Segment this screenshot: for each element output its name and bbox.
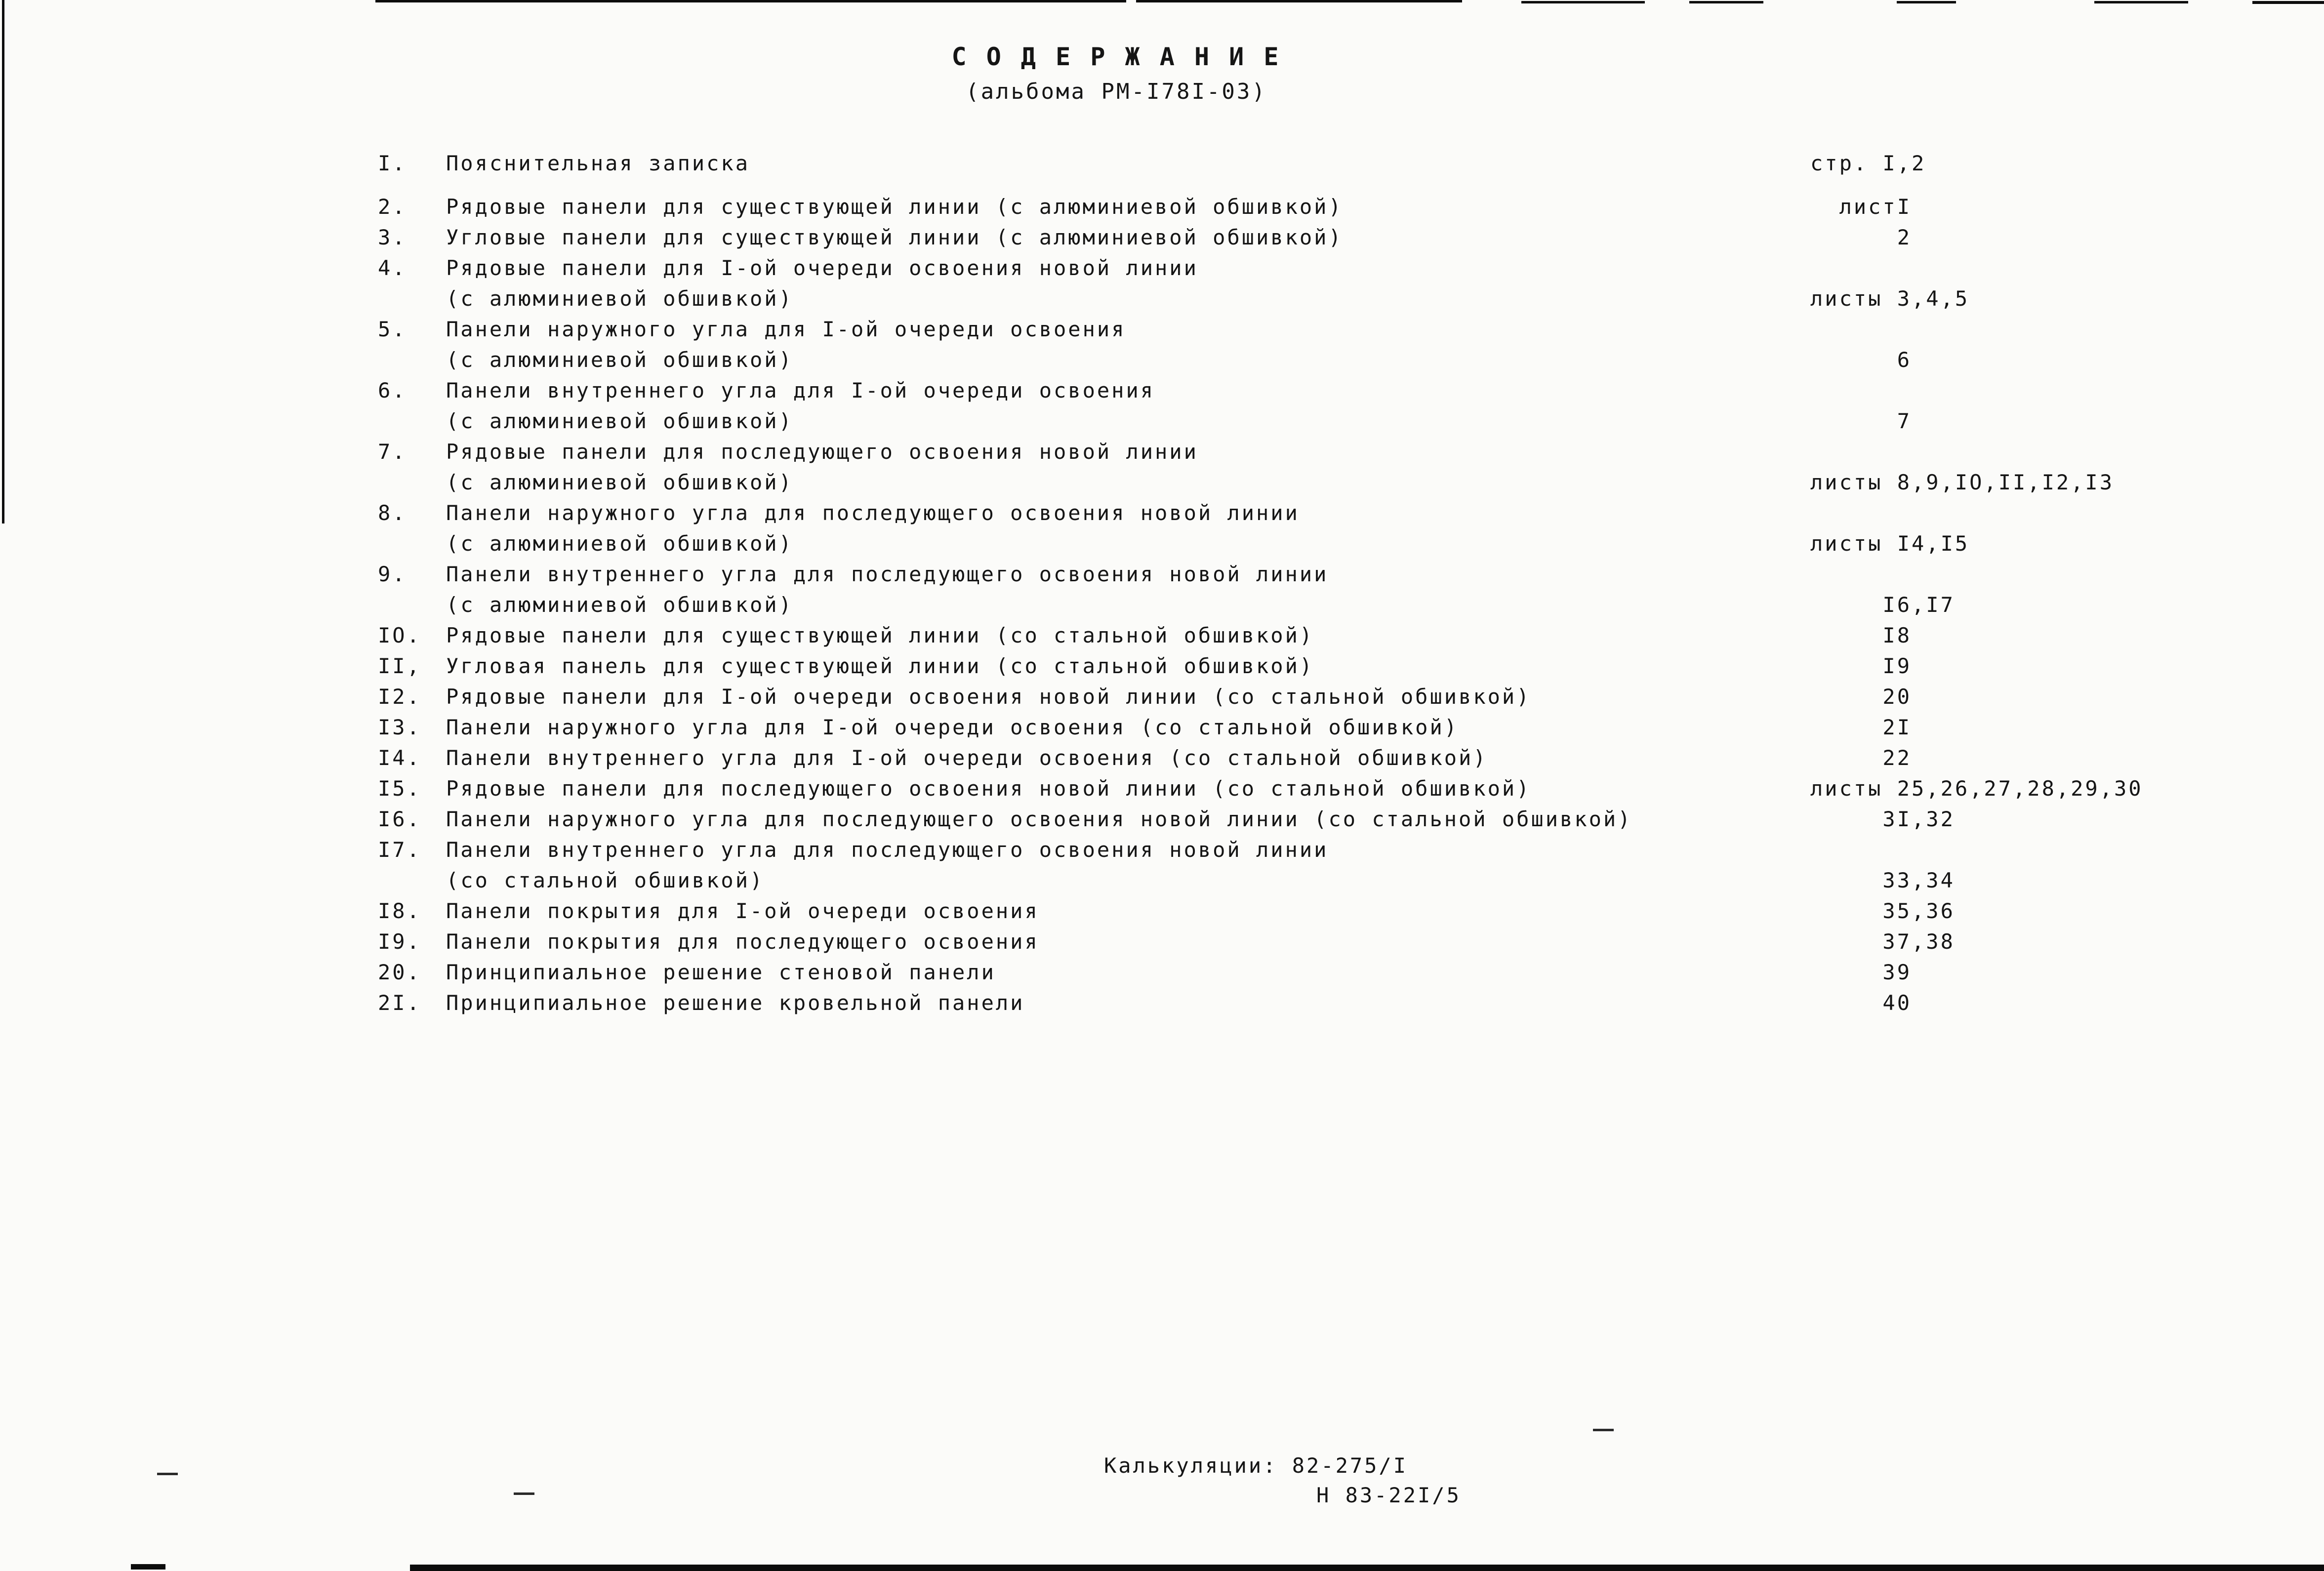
- item-lines: [446, 620, 1806, 651]
- item-lines: [446, 804, 1806, 835]
- item-number: 7.: [378, 440, 407, 464]
- item-line: (с алюминиевой обшивкой): [446, 531, 793, 556]
- item-number: I3.: [378, 715, 421, 739]
- item-pages: 40: [1810, 991, 1912, 1015]
- item-lines: [446, 498, 1806, 559]
- item-lines: [446, 559, 1806, 620]
- toc-item: [378, 314, 2186, 375]
- toc-item: [378, 437, 2186, 498]
- scan-artifact: [1136, 0, 1462, 2]
- item-line: Панели внутреннего угла для I-ой очереди освоения: [446, 378, 1155, 403]
- toc-item: [378, 743, 2186, 773]
- toc-item: [378, 896, 2186, 926]
- item-pages: листы 8,9,IO,II,I2,I3: [1810, 470, 2115, 494]
- toc-item: [378, 620, 2186, 651]
- item-number: I7.: [378, 838, 421, 862]
- toc-item: [378, 148, 2186, 179]
- item-number: I9.: [378, 929, 421, 954]
- item-line: Принципиальное решение кровельной панели: [446, 991, 1025, 1015]
- item-pages: 3I,32: [1810, 807, 1955, 831]
- scan-artifact: [157, 1473, 178, 1475]
- toc-item: [378, 712, 2186, 743]
- item-line: (с алюминиевой обшивкой): [446, 593, 793, 617]
- toc-item: [378, 926, 2186, 957]
- item-lines: [446, 192, 1806, 222]
- toc-item: [378, 773, 2186, 804]
- item-line: (с алюминиевой обшивкой): [446, 409, 793, 433]
- item-line: Рядовые панели для последующего освоения новой линии: [446, 440, 1198, 464]
- item-line: Рядовые панели для последующего освоения новой линии (со стальной обшивкой): [446, 776, 1531, 801]
- item-pages: листы I4,I5: [1810, 531, 1970, 556]
- item-lines: [446, 148, 1806, 179]
- item-lines: [446, 651, 1806, 682]
- item-lines: [446, 682, 1806, 712]
- toc-item: [378, 651, 2186, 682]
- item-number: 3.: [378, 225, 407, 249]
- scan-artifact: [1897, 1, 1956, 3]
- item-number: I6.: [378, 807, 421, 831]
- item-number: 2I.: [378, 991, 421, 1015]
- item-number: 20.: [378, 960, 421, 984]
- toc-item: [378, 375, 2186, 437]
- item-number: 4.: [378, 256, 407, 280]
- item-line: Панели наружного угла для последующего освоения новой линии: [446, 501, 1300, 525]
- item-pages: листы 25,26,27,28,29,30: [1810, 776, 2143, 801]
- item-lines: [446, 773, 1806, 804]
- scan-artifact: [1521, 1, 1645, 3]
- item-pages: 35,36: [1810, 899, 1955, 923]
- item-pages: 2I: [1810, 715, 1912, 739]
- item-number: 2.: [378, 195, 407, 219]
- item-lines: [446, 314, 1806, 375]
- item-line: Рядовые панели для I-ой очереди освоения новой линии: [446, 256, 1198, 280]
- calc-line-1: Калькуляции: 82-275/I: [1104, 1453, 1408, 1478]
- item-lines: [446, 835, 1806, 896]
- item-line: Панели внутреннего угла для последующего освоения новой линии: [446, 562, 1329, 586]
- item-number: 5.: [378, 317, 407, 341]
- item-line: Рядовые панели для существующей линии (с алюминиевой обшивкой): [446, 195, 1343, 219]
- toc-list: [378, 148, 2186, 1018]
- toc-item: [378, 988, 2186, 1018]
- item-lines: [446, 743, 1806, 773]
- item-line: Пояснительная записка: [446, 151, 750, 175]
- item-lines: [446, 222, 1806, 253]
- item-number: I5.: [378, 776, 421, 801]
- item-line: Панели покрытия для последующего освоения: [446, 929, 1039, 954]
- toc-item: [378, 253, 2186, 314]
- scan-artifact: [2094, 1, 2188, 3]
- item-lines: [446, 926, 1806, 957]
- toc-item: [378, 222, 2186, 253]
- scan-artifact: [1689, 1, 1763, 3]
- toc-item: [378, 192, 2186, 222]
- scan-artifact: [1593, 1429, 1614, 1431]
- item-pages: 33,34: [1810, 868, 1955, 892]
- item-number: IO.: [378, 623, 421, 647]
- item-number: I.: [378, 151, 407, 175]
- calc-note: [1104, 1451, 1461, 1510]
- item-line: Принципиальное решение стеновой панели: [446, 960, 996, 984]
- item-pages: листы 3,4,5: [1810, 286, 1970, 311]
- toc-item: [378, 682, 2186, 712]
- toc-item: [378, 835, 2186, 896]
- item-pages: 6: [1810, 348, 1912, 372]
- item-lines: [446, 437, 1806, 498]
- item-number: 6.: [378, 378, 407, 403]
- item-lines: [446, 957, 1806, 988]
- item-line: Угловая панель для существующей линии (со стальной обшивкой): [446, 654, 1314, 678]
- page-subtitle: (альбома РМ-I78I-03): [966, 79, 1267, 104]
- item-number: II,: [378, 654, 421, 678]
- item-line: Панели внутреннего угла для последующего освоения новой линии: [446, 838, 1329, 862]
- item-pages: 2: [1810, 225, 1912, 249]
- item-line: (с алюминиевой обшивкой): [446, 348, 793, 372]
- item-pages: I6,I7: [1810, 593, 1955, 617]
- item-lines: [446, 712, 1806, 743]
- page-title: С О Д Е Р Ж А Н И Е: [951, 42, 1281, 71]
- scan-artifact: [514, 1492, 534, 1495]
- item-line: Панели наружного угла для последующего освоения новой линии (со стальной обшивкой): [446, 807, 1632, 831]
- scan-artifact: [2, 0, 4, 524]
- item-pages: 22: [1810, 746, 1912, 770]
- item-number: 9.: [378, 562, 407, 586]
- item-pages: стр. I,2: [1810, 151, 1926, 175]
- item-pages: 20: [1810, 685, 1912, 709]
- scan-artifact: [131, 1564, 165, 1570]
- item-pages: листI: [1810, 195, 1912, 219]
- item-lines: [446, 896, 1806, 926]
- scan-artifact: [410, 1565, 2324, 1571]
- item-lines: [446, 988, 1806, 1018]
- item-number: I2.: [378, 685, 421, 709]
- item-number: I4.: [378, 746, 421, 770]
- toc-item: [378, 804, 2186, 835]
- item-line: Панели внутреннего угла для I-ой очереди освоения (со стальной обшивкой): [446, 746, 1488, 770]
- item-line: Панели наружного угла для I-ой очереди освоения (со стальной обшивкой): [446, 715, 1459, 739]
- item-line: (с алюминиевой обшивкой): [446, 286, 793, 311]
- item-lines: [446, 375, 1806, 437]
- item-line: Угловые панели для существующей линии (с алюминиевой обшивкой): [446, 225, 1343, 249]
- calc-line-2: Н 83-22I/5: [1316, 1483, 1461, 1507]
- item-line: (с алюминиевой обшивкой): [446, 470, 793, 494]
- item-line: Рядовые панели для существующей линии (со стальной обшивкой): [446, 623, 1314, 647]
- item-pages: 39: [1810, 960, 1912, 984]
- item-pages: I9: [1810, 654, 1912, 678]
- item-line: (со стальной обшивкой): [446, 868, 765, 892]
- toc-item: [378, 498, 2186, 559]
- scan-artifact: [375, 0, 1126, 2]
- item-line: Панели наружного угла для I-ой очереди освоения: [446, 317, 1126, 341]
- item-pages: I8: [1810, 623, 1912, 647]
- item-lines: [446, 253, 1806, 314]
- item-pages: 37,38: [1810, 929, 1955, 954]
- item-number: 8.: [378, 501, 407, 525]
- scan-artifact: [2252, 1, 2324, 4]
- toc-item: [378, 559, 2186, 620]
- item-pages: 7: [1810, 409, 1912, 433]
- toc-item: [378, 957, 2186, 988]
- item-number: I8.: [378, 899, 421, 923]
- item-line: Панели покрытия для I-ой очереди освоения: [446, 899, 1039, 923]
- item-line: Рядовые панели для I-ой очереди освоения новой линии (со стальной обшивкой): [446, 685, 1531, 709]
